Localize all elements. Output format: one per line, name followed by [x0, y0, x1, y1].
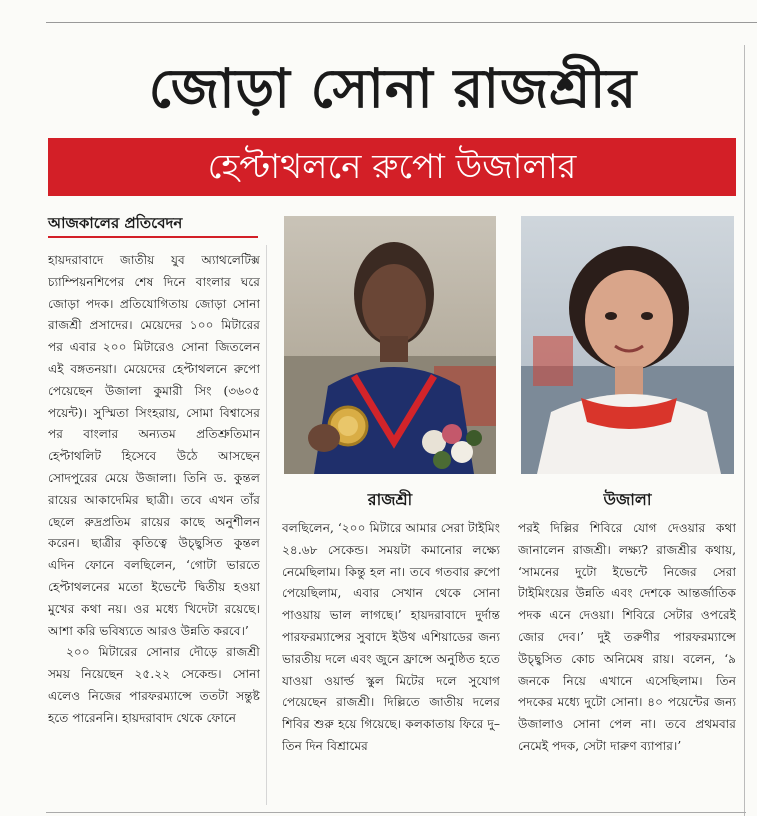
- photo-caption-rajashree: রাজশ্রী: [367, 490, 413, 509]
- photo-ujala: [521, 216, 734, 474]
- article-column-2: [282, 518, 500, 808]
- column-divider: [744, 45, 745, 816]
- bottom-rule: [46, 812, 746, 813]
- photo-caption-ujala: উজালা: [603, 490, 652, 509]
- article-column-3: [518, 518, 736, 808]
- headline: জোড়া সোনা রাজশ্রীর: [148, 56, 638, 120]
- previous-article-fragment: [46, 0, 757, 23]
- photo-rajashree: [284, 216, 496, 474]
- article-column-1: [48, 250, 260, 806]
- byline: আজকালের প্রতিবেদন: [48, 214, 183, 232]
- paragraph: হায়দরাবাদে জাতীয় যুব অ্যাথলেটিক্স চ্যাম্পিয়নশিপের শেষ দিনে বাংলার ঘরে জোড়া পদক। প্রতিযোগিতায় জোড়া সোনা রাজশ্রী প্রসাদের। মেয়েদের ১০০ মিটারের পর এবার ২০০ মিটারেও সোনা জিতলেন এই বঙ্গতনয়া। মেয়েদের হেপ্টাথলনে রুপো পেয়েছেন উজালা কুমারী সিং (৩৬০৫ পয়েন্ট)। সুস্মিতা সিংহরায়, সোমা বিশ্বাসের পর বাংলার অন্যতম প্রতিশ্রুতিমান হেপ্টাথলিট হিসেবে উঠে আসছেন সোদপুরের মেয়ে উজালা। তিনি ড. কুন্তল রায়ের আকাদেমির ছাত্রী। তবে এখন তাঁর ছেলে রুদ্রপ্রতিম রায়ের কাছে অনুশীলন করেন। ছাত্রীর কৃতিত্বে উচ্ছ্বসিত কুন্তল এদিন ফোনে বলছিলেন, ‘গোটা ভারতে হেপ্টাথলনের মতো ইভেন্টে দ্বিতীয় হওয়া মুখের কথা নয়। ওর মধ্যে খিদেটা রয়েছে। আশা করি ভবিষ্যতে আরও উন্নতি করবে।’: [48, 253, 260, 638]
- paragraph: বলছিলেন, ‘২০০ মিটারে আমার সেরা টাইমিং ২৪.৬৮ সেকেন্ড। সময়টা কমানোর লক্ষ্যে নেমেছিলাম। কিন্তু হল না। তবে গতবার রুপো পেয়েছিলাম, এবার সেখান থেকে সোনা পাওয়ায় ভাল লাগছে।’ হায়দরাবাদে দুর্দান্ত পারফরম্যান্সের সুবাদে ইউথ এশিয়াডের জন্য ভারতীয় দলে এবং জুনে ফ্রান্সে অনুষ্ঠিত হতে যাওয়া ওয়ার্ল্ড স্কুল মিটের দলে সুযোগ পেয়েছেন রাজশ্রী। দিল্লিতে জাতীয় দলের শিবির শুরু হয়ে গিয়েছে। কলকাতায় ফিরে দু–তিন দিন বিশ্রামের: [282, 521, 500, 753]
- paragraph: ২০০ মিটারের সোনার দৌড়ে রাজশ্রী সময় নিয়েছেন ২৫.২২ সেকেন্ড। সোনা এলেও নিজের পারফরম্যান্সে ততটা সন্তুষ্ট হতে পারেননি। হায়দরাবাদ থেকে ফোনে: [48, 645, 260, 725]
- byline-underline: [48, 236, 258, 238]
- subheadline-banner: হেপ্টাথলনে রুপো উজালার: [48, 138, 736, 196]
- column-divider: [266, 245, 267, 805]
- paragraph: পরই দিল্লির শিবিরে যোগ দেওয়ার কথা জানালেন রাজশ্রী। লক্ষ্য? রাজশ্রীর কথায়, ‘সামনের দুটো ইভেন্টে নিজের সেরা টাইমিংয়ের উন্নতি এবং দেশকে আন্তর্জাতিক পদক এনে দেওয়া। শিবিরে সেটার ওপরেই জোর দেব।’ দুই তরুণীর পারফরম্যান্সে উচ্ছ্বসিত কোচ অনিমেষ রায়। বলেন, ‘৯ জনকে নিয়ে এখানে এসেছিলাম। তিন পদকের মধ্যে দুটো সোনা। ৪০ পয়েন্টের জন্য উজালাও সোনা পেল না। তবে প্রথমবার নেমেই পদক, সেটা দারুণ ব্যাপার।’: [518, 521, 736, 753]
